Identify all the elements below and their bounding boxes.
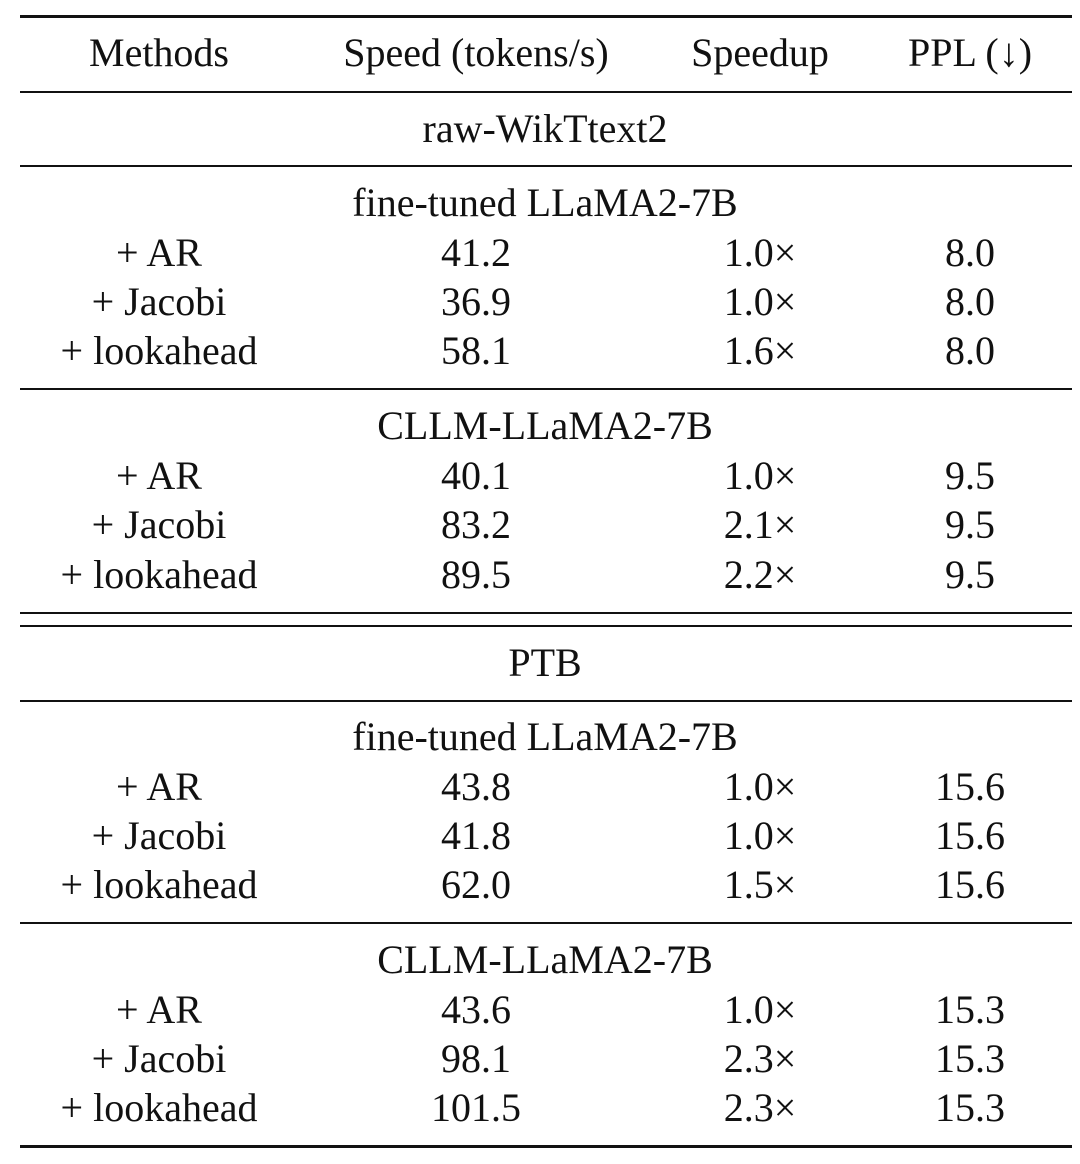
header-ppl: PPL (↓)	[907, 30, 1033, 75]
speed-cell: 40.1	[441, 453, 511, 498]
ppl-cell: 8.0	[945, 328, 995, 373]
section-double-rule-top	[20, 612, 1072, 614]
speed-cell: 43.8	[441, 764, 511, 809]
section-double-rule-bottom	[20, 625, 1072, 627]
table-row	[0, 1083, 1080, 1133]
speedup-cell: 1.0×	[723, 230, 797, 275]
header-speed: Speed (tokens/s)	[343, 30, 609, 75]
table-row	[0, 451, 1080, 501]
dataset-label: PTB	[508, 640, 582, 685]
method-cell: + Jacobi	[91, 1036, 227, 1081]
speed-cell: 36.9	[441, 279, 511, 324]
table-row	[0, 762, 1080, 812]
speed-cell: 41.8	[441, 813, 511, 858]
group-separator-rule	[20, 922, 1072, 924]
speedup-cell: 2.3×	[723, 1036, 797, 1081]
method-cell: + Jacobi	[91, 279, 227, 324]
table-row	[0, 550, 1080, 600]
method-cell: + Jacobi	[91, 502, 227, 547]
speedup-cell: 1.5×	[723, 862, 797, 907]
header-speedup: Speedup	[691, 30, 829, 75]
method-cell: + AR	[116, 764, 202, 809]
speed-cell: 98.1	[441, 1036, 511, 1081]
speed-cell: 89.5	[441, 552, 511, 597]
table-header-row	[0, 28, 1080, 78]
speedup-cell: 1.0×	[723, 764, 797, 809]
table-row	[0, 326, 1080, 376]
table-row	[0, 1034, 1080, 1084]
speedup-cell: 1.6×	[723, 328, 797, 373]
ppl-cell: 15.3	[935, 1085, 1005, 1130]
ppl-cell: 9.5	[945, 552, 995, 597]
speed-cell: 41.2	[441, 230, 511, 275]
speedup-cell: 1.0×	[723, 987, 797, 1032]
method-cell: + lookahead	[60, 862, 258, 907]
table-row	[0, 500, 1080, 550]
ppl-cell: 9.5	[945, 453, 995, 498]
speed-cell: 83.2	[441, 502, 511, 547]
model-group-label: CLLM-LLaMA2-7B	[377, 937, 713, 982]
speedup-cell: 2.3×	[723, 1085, 797, 1130]
table-row	[0, 277, 1080, 327]
table-row	[0, 985, 1080, 1035]
speed-cell: 62.0	[441, 862, 511, 907]
ppl-cell: 15.3	[935, 1036, 1005, 1081]
model-group-label: fine-tuned LLaMA2-7B	[352, 714, 738, 759]
model-group-label: CLLM-LLaMA2-7B	[377, 403, 713, 448]
speedup-cell: 2.1×	[723, 502, 797, 547]
header-methods: Methods	[89, 30, 229, 75]
ppl-cell: 15.3	[935, 987, 1005, 1032]
method-cell: + Jacobi	[91, 813, 227, 858]
speed-cell: 101.5	[431, 1085, 521, 1130]
table-row	[0, 228, 1080, 278]
speedup-cell: 1.0×	[723, 453, 797, 498]
table-bottom-rule	[20, 1145, 1072, 1148]
table-row	[0, 860, 1080, 910]
speedup-cell: 2.2×	[723, 552, 797, 597]
model-group-label: fine-tuned LLaMA2-7B	[352, 180, 738, 225]
ppl-cell: 15.6	[935, 813, 1005, 858]
dataset-label: raw-WikTtext2	[422, 106, 668, 151]
method-cell: + AR	[116, 987, 202, 1032]
table-top-rule	[20, 15, 1072, 18]
header-bottom-rule	[20, 91, 1072, 93]
speedup-cell: 1.0×	[723, 813, 797, 858]
ppl-cell: 8.0	[945, 279, 995, 324]
speed-cell: 43.6	[441, 987, 511, 1032]
ppl-cell: 15.6	[935, 862, 1005, 907]
speed-cell: 58.1	[441, 328, 511, 373]
speedup-cell: 1.0×	[723, 279, 797, 324]
method-cell: + lookahead	[60, 552, 258, 597]
group-separator-rule	[20, 388, 1072, 390]
method-cell: + AR	[116, 230, 202, 275]
ppl-cell: 9.5	[945, 502, 995, 547]
method-cell: + lookahead	[60, 328, 258, 373]
table-row	[0, 811, 1080, 861]
method-cell: + AR	[116, 453, 202, 498]
method-cell: + lookahead	[60, 1085, 258, 1130]
ppl-cell: 15.6	[935, 764, 1005, 809]
dataset-2-bottom-rule	[20, 700, 1072, 702]
dataset-1-bottom-rule	[20, 165, 1072, 167]
ppl-cell: 8.0	[945, 230, 995, 275]
